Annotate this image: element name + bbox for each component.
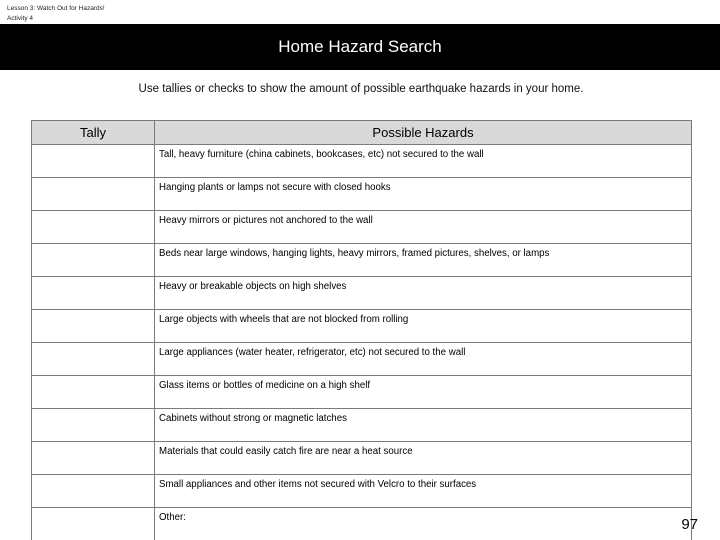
table-row [32, 442, 692, 475]
hazard-cell: Tall, heavy furniture (china cabinets, bookcases, etc) not secured to the wall [155, 145, 692, 178]
tally-cell[interactable] [32, 244, 155, 277]
hazard-cell: Materials that could easily catch fire are near a heat source [155, 442, 692, 475]
table-row [32, 244, 692, 277]
hazard-cell: Large appliances (water heater, refrigerator, etc) not secured to the wall [155, 343, 692, 376]
column-header-hazards: Possible Hazards [155, 121, 692, 145]
hazard-cell: Heavy mirrors or pictures not anchored to the wall [155, 211, 692, 244]
column-header-tally: Tally [32, 121, 155, 145]
tally-cell[interactable] [32, 178, 155, 211]
hazard-table [31, 120, 692, 540]
table-header-row [32, 121, 692, 145]
hazard-cell: Large objects with wheels that are not blocked from rolling [155, 310, 692, 343]
table-row [32, 178, 692, 211]
hazard-cell: Hanging plants or lamps not secure with closed hooks [155, 178, 692, 211]
table-row [32, 310, 692, 343]
hazard-cell: Heavy or breakable objects on high shelves [155, 277, 692, 310]
tally-cell[interactable] [32, 409, 155, 442]
table-row [32, 145, 692, 178]
hazard-cell: Glass items or bottles of medicine on a high shelf [155, 376, 692, 409]
instructions-text: Use tallies or checks to show the amount of possible earthquake hazards in your home. [138, 83, 584, 95]
tally-cell[interactable] [32, 211, 155, 244]
table-row [32, 409, 692, 442]
hazard-cell: Beds near large windows, hanging lights, heavy mirrors, framed pictures, shelves, or lamps [155, 244, 692, 277]
table-row [32, 211, 692, 244]
hazard-cell-other[interactable]: Other: [155, 508, 692, 540]
title-bar [0, 24, 720, 70]
hazard-cell: Small appliances and other items not secured with Velcro to their surfaces [155, 475, 692, 508]
page-number: 97 [681, 516, 698, 533]
tally-cell[interactable] [32, 310, 155, 343]
tally-cell[interactable] [32, 277, 155, 310]
page-title: Home Hazard Search [278, 37, 442, 56]
tally-cell[interactable] [32, 376, 155, 409]
table-row [32, 376, 692, 409]
tally-cell[interactable] [32, 442, 155, 475]
table-row-other [32, 508, 692, 540]
table-row [32, 343, 692, 376]
table-row [32, 475, 692, 508]
hazard-cell: Cabinets without strong or magnetic latches [155, 409, 692, 442]
tally-cell[interactable] [32, 343, 155, 376]
lesson-header [7, 4, 105, 24]
activity-label: Activity 4 [7, 15, 34, 22]
lesson-label: Lesson 3: Watch Out for Hazards! [7, 5, 105, 12]
tally-cell[interactable] [32, 475, 155, 508]
table-row [32, 277, 692, 310]
tally-cell[interactable] [32, 145, 155, 178]
tally-cell[interactable] [32, 508, 155, 540]
